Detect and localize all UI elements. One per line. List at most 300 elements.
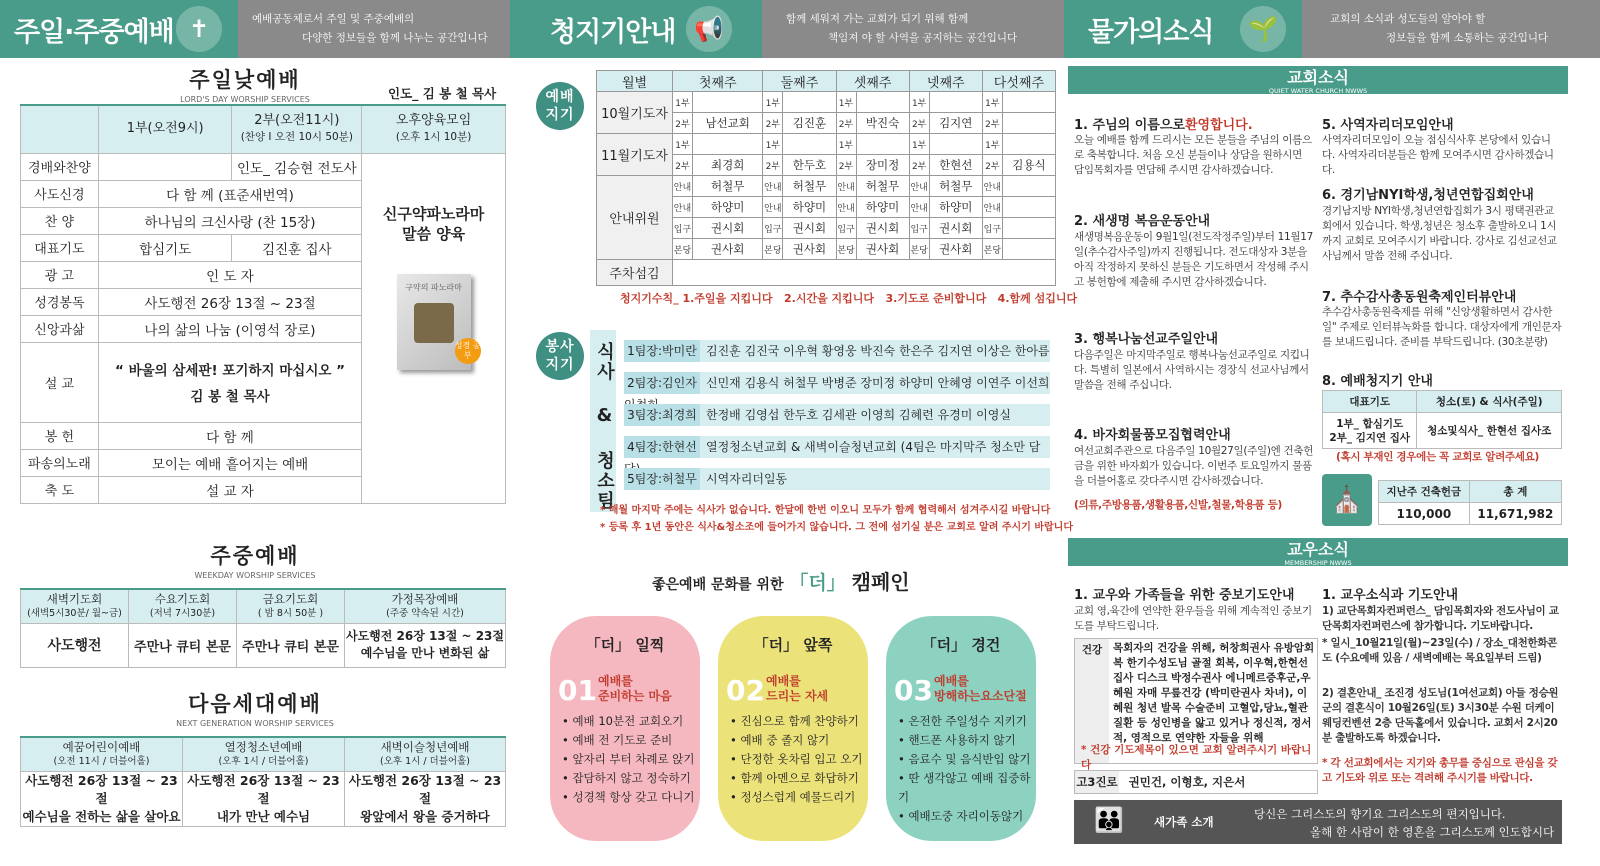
- cell: 남선교회: [693, 113, 763, 134]
- nextgen-text-line: 내가 만난 예수님: [216, 808, 311, 824]
- sub-label: 본당: [982, 239, 1002, 260]
- campaign-card-number: 02: [726, 674, 765, 707]
- health-note: * 건강 기도제목이 있으면 교회 알려주시기 바랍니다: [1081, 744, 1312, 771]
- team-leader: 3팀장:최경희: [624, 404, 700, 426]
- sub-label: 2부: [909, 155, 929, 176]
- service-keeper-tag: 봉사 지기: [536, 332, 584, 380]
- graduate-body: 권민건, 이형호, 지은서: [1128, 775, 1246, 789]
- book-title: 신구약파노라마 말씀 양육: [382, 204, 485, 243]
- member-2-item1-detail: * 일시_10월21일(월)~23일(수) / 장소_대천한화콘도 (수요예배 있음 / 새벽예배는 목요일부터 드림): [1322, 637, 1558, 664]
- news-title-text: 1. 주님의 이름으로: [1074, 118, 1185, 133]
- team-members: 한정배 김영섭 한두호 김세관 이영희 김혜련 유경미 이영실: [706, 408, 1011, 422]
- cell: 장미정: [856, 155, 909, 176]
- campaign-sub-line: 예배를: [934, 674, 969, 688]
- weekday-text: 주만나 큐티 본문: [129, 623, 237, 667]
- campaign-item-text: 예배 전 기도로 준비: [572, 733, 673, 747]
- empty-cell: [693, 134, 763, 155]
- sub-label: 1부: [909, 134, 929, 155]
- campaign-card-subtitle: [598, 674, 672, 704]
- news-2-title: 2. 새생명 복음운동안내: [1074, 214, 1211, 229]
- campaign-title-b: 캠페인: [851, 570, 910, 594]
- member-news-band: [1068, 538, 1568, 566]
- campaign-card-word: 앞쪽: [803, 636, 833, 654]
- news-1-title: [1074, 114, 1253, 133]
- cell: 허철무: [929, 176, 982, 197]
- campaign-card-number: 01: [558, 674, 597, 707]
- new-family-label: 새가족 소개: [1154, 815, 1214, 829]
- cell: 권사회: [693, 239, 763, 260]
- campaign-item-text: 성경책 항상 갖고 다니기: [572, 790, 695, 804]
- nextgen-section-title: [140, 688, 370, 728]
- sub-label: 1부: [982, 92, 1002, 113]
- nextgen-col-title: 새벽이슬청년예배: [380, 739, 470, 754]
- worship-keeper-tag: 예배 지기: [536, 82, 584, 130]
- campaign-item-text: 앞자리 부터 차례로 앉기: [572, 752, 695, 766]
- news-7-title: 7. 추수감사총동원축제인터뷰안내: [1322, 290, 1517, 305]
- campaign-card-word: 일찍: [635, 636, 665, 654]
- sub-label: 안내: [836, 176, 856, 197]
- header-news-title: 물가의소식: [1088, 17, 1214, 48]
- sub-label: 입구: [673, 218, 693, 239]
- team-members: 김진훈 김진국 이우혁 황영웅 박진숙 한은주 김지연 이상은 한아름: [706, 344, 1050, 358]
- campaign-item-text: 예배도중 자리이동않기: [908, 809, 1024, 823]
- weekday-col: [237, 589, 345, 623]
- meal-cleaning-team-label: 식사 & 청소팀: [590, 330, 616, 512]
- weekday-text: [345, 623, 506, 667]
- cell: 하양미: [856, 197, 909, 218]
- nextgen-text: [183, 771, 345, 826]
- bible-icon: ✝: [176, 6, 222, 52]
- cell: [1002, 176, 1055, 197]
- col-second-service: [232, 105, 362, 153]
- cell: 권시회: [783, 218, 836, 239]
- campaign-item-text: 진심으로 함께 찬양하기: [740, 714, 859, 728]
- row-value: 김진훈 집사: [232, 234, 362, 261]
- cell: 허철무: [856, 176, 909, 197]
- campaign-item: • 함께 아멘으로 화답하기: [730, 771, 859, 785]
- campaign-card-subtitle: [766, 674, 828, 704]
- nextgen-col: [183, 737, 345, 771]
- sub-label: 1부: [836, 92, 856, 113]
- news-8-title: 8. 예배청지기 안내: [1322, 374, 1433, 389]
- weekday-col: [21, 589, 129, 623]
- cell: [1002, 197, 1055, 218]
- news-3-title: 3. 행복나눔선교주일안내: [1074, 332, 1219, 347]
- team-row: [624, 372, 1050, 394]
- member-news-title: 교우소식: [1287, 540, 1349, 559]
- cell: 하양미: [693, 197, 763, 218]
- row-label: 10월기도자: [597, 92, 673, 134]
- header-worship: [0, 0, 238, 58]
- cell: 권사회: [929, 239, 982, 260]
- news-7-body: 추수감사총동원축제를 위해 "신앙생활하면서 감사한일" 주제로 인터뷰녹화를 합니다. 대상자에게 개인문자를 보내드립니다. 준비를 부탁드립니다. (30초분량): [1322, 306, 1562, 348]
- nextgen-col-time: (오후 1시 / 더블어홀): [380, 755, 470, 767]
- row-value: 하나님의 크신사랑 (찬 15장): [98, 207, 361, 234]
- row-label: 찬 양: [21, 207, 99, 234]
- weekday-text: 사도행전: [21, 623, 129, 667]
- weekday-table: [20, 588, 506, 668]
- cell: 허철무: [783, 176, 836, 197]
- team-leader: 1팀장:박미란: [624, 340, 700, 362]
- campaign-card-devout: [886, 616, 1036, 841]
- cell: 권사회: [856, 239, 909, 260]
- campaign-item-text: 온전한 주일성수 지키기: [908, 714, 1027, 728]
- cell: 한현선: [929, 155, 982, 176]
- fund-last-week: 110,000: [1379, 503, 1470, 525]
- sunday-subtitle: LORD'S DAY WORSHIP SERVICES: [180, 95, 310, 104]
- member-news-subtitle: MEMBERSHIP NWWS: [1284, 559, 1352, 567]
- sub-label: 2부: [673, 155, 693, 176]
- sub-label: 1부: [673, 92, 693, 113]
- news-1-body: 오늘 예배를 함께 드리시는 모든 분들을 주님의 이름으로 축복합니다. 처음 오신 분들이나 상담을 원하시면 담임목회자를 면담해 주시면 감사하겠습니다.: [1074, 134, 1312, 176]
- campaign-title: [652, 566, 910, 595]
- week-header: 넷째주: [909, 71, 982, 92]
- row-value: 다 함 께 (표준새번역): [98, 180, 361, 207]
- empty-cell: [856, 92, 909, 113]
- campaign-item: • 핸드폰 사용하지 않기: [898, 733, 1016, 747]
- weekday-col-time: (주중 약속된 시간): [386, 607, 464, 619]
- campaign-card-mark: 「더」: [585, 636, 631, 654]
- footer-line-1: 당신은 그리스도의 향기요 그리스도의 편지입니다.: [1254, 807, 1506, 821]
- family-icon: 👪: [1094, 806, 1124, 834]
- campaign-sub-line: 예배를: [598, 674, 633, 688]
- row-label: 설 교: [21, 342, 99, 422]
- col-afternoon-sub: (오후 1시 10분): [395, 131, 472, 144]
- megaphone-icon: 📢: [686, 6, 732, 52]
- cell: 박진숙: [856, 113, 909, 134]
- sub-label: 2부: [763, 113, 783, 134]
- row-value: 다 함 께: [98, 422, 361, 449]
- team-note: * 등록 후 1년 동안은 식사&청소조에 들어가지 않습니다. 그 전에 섬기실 분은 교회로 알려 주시기 바랍니다: [600, 522, 1073, 533]
- sub-label: 1부: [909, 92, 929, 113]
- header-desc-line: 책임져 야 할 사역을 공지하는 공간입니다: [828, 32, 1018, 44]
- church-news-band: [1068, 66, 1568, 94]
- health-body: 목회자의 건강을 위해, 허창희권사 유방암회복 한기수성도님 골절 회복, 이우혁,한현선 집사 디스크 박정수권사 에니메르증후군,우혜원 자매 무릎건강 (박미란권사 차녀), 이혜원 청년 발목 수술준비 고혈압,당뇨,혈관질환 등 성인병을 앓고 있거나 정신적, 정서적, 영적으로 연약한 자들을 위해: [1113, 642, 1315, 744]
- graduate-prayer-box: [1074, 770, 1318, 794]
- blank-cell: [21, 105, 99, 153]
- campaign-sub-line: 예배를: [766, 674, 801, 688]
- steward-table: [596, 70, 1056, 286]
- nextgen-text-line: 사도행전 26장 13절 ~ 23절: [187, 772, 340, 806]
- campaign-item: • 앞자리 부터 차례로 앉기: [562, 752, 695, 766]
- weekday-col: [129, 589, 237, 623]
- month-header: 월별: [597, 71, 673, 92]
- sub-label: 2부: [836, 155, 856, 176]
- new-family-footer: [1074, 800, 1562, 844]
- sub-label: 본당: [836, 239, 856, 260]
- campaign-card-early: [550, 616, 700, 841]
- nextgen-text-line: 왕앞에서 왕을 증거하다: [360, 808, 490, 824]
- row-label: 주차섬김: [597, 260, 673, 286]
- news-6-body: 경기남지방 NYI학생,청년연합집회가 3시 평택권관교회에서 있습니다. 학생,청년은 청소후 출발하오니 1시까지 교회로 모여주시기 바랍니다. 강사로 김선교선교사님께서 말씀 전해 주십니다.: [1322, 205, 1557, 262]
- weekday-text-line: 사도행전 26장 13절 ~ 23절: [345, 629, 504, 643]
- nextgen-text-line: 사도행전 26장 13절 ~ 23절: [348, 772, 502, 806]
- cell: 최경희: [693, 155, 763, 176]
- row-value: 모이는 예배 흩어지는 예배: [98, 449, 361, 476]
- cell: [1002, 113, 1055, 134]
- campaign-item: • 단정한 옷차림 입고 오기: [730, 752, 863, 766]
- campaign-item-text: 잡담하지 않고 정숙하기: [572, 771, 691, 785]
- fund-total: 11,671,982: [1469, 503, 1561, 525]
- sunday-leader: 인도_ 김 봉 철 목사: [388, 86, 497, 101]
- nextgen-title: 다음세대예배: [188, 692, 322, 716]
- cell: 한두호: [783, 155, 836, 176]
- hands-leaf-icon: 🌱: [1240, 6, 1286, 52]
- news-5-title: 5. 사역자리더모임안내: [1322, 118, 1454, 133]
- fund-header: 총 계: [1469, 481, 1561, 503]
- team-row: [624, 436, 1050, 458]
- header-desc-line: 다양한 정보들을 함께 나누는 공간입니다: [302, 32, 488, 44]
- graduate-label: 고3진로: [1075, 771, 1119, 793]
- campaign-item: • 예배 전 기도로 준비: [562, 733, 673, 747]
- health-prayer-box: [1074, 638, 1318, 771]
- sub-label: 안내: [763, 176, 783, 197]
- nextgen-table: [20, 736, 506, 827]
- header-desc-line: 예배공동체로서 주일 및 주중예배의: [252, 13, 415, 25]
- campaign-sub-line: 준비하는 마음: [598, 689, 672, 703]
- cell: [1002, 218, 1055, 239]
- sermon-title: “ 바울의 삼세판! 포기하지 마십시오 ”: [115, 363, 345, 379]
- sub-label: 본당: [763, 239, 783, 260]
- campaign-sub-line: 드리는 자세: [766, 689, 829, 703]
- nextgen-col-time: (오후 1시 / 더블어홀): [218, 755, 309, 767]
- fund-header: 지난주 건축헌금: [1379, 481, 1470, 503]
- campaign-card-title: [718, 634, 868, 655]
- steward-prayer-cell: [1323, 413, 1417, 449]
- week-header: 첫째주: [673, 71, 763, 92]
- weekday-subtitle: WEEKDAY WORSHIP SERVICES: [194, 571, 316, 580]
- member-2-item1: 1) 교단목회자컨퍼런스_ 담임목회자와 전도사님이 교단목회자컨퍼런스에 참가합니다. 기도바랍니다.: [1322, 605, 1559, 632]
- sub-label: 입구: [836, 218, 856, 239]
- steward-rules: 청지기수칙_ 1.주일을 지킵니다 2.시간을 지킵니다 3.기도로 준비합니다 4.함께 섬깁니다: [620, 292, 1078, 305]
- team-leader: 2팀장:김인자: [624, 372, 700, 394]
- cell: 김지연: [929, 113, 982, 134]
- campaign-item: • 예배도중 자리이동않기: [898, 809, 1024, 823]
- row-value: 설 교 자: [98, 476, 361, 503]
- steward-meal-cell: 청소및식사_ 한현선 집사조: [1417, 413, 1562, 449]
- sub-label: 본당: [909, 239, 929, 260]
- campaign-title-a: 좋은예배 문화를 위한: [652, 577, 784, 593]
- book-badge: 성경 공부: [455, 338, 481, 364]
- campaign-item: • 잡담하지 않고 정숙하기: [562, 771, 691, 785]
- team-leader: 4팀장:한현선: [624, 436, 700, 458]
- sub-label: 1부: [836, 134, 856, 155]
- sub-label: 2부: [673, 113, 693, 134]
- row-label: 광 고: [21, 261, 99, 288]
- member-1-body: 교회 영,육간에 연약한 환우들을 위해 계속적인 중보기도를 부탁드립니다.: [1074, 605, 1312, 632]
- weekday-col-title: 가정목장예배: [391, 591, 459, 606]
- header-steward: [510, 0, 762, 58]
- sub-label: 1부: [763, 134, 783, 155]
- nextgen-text: [21, 771, 183, 826]
- empty-cell: [929, 134, 982, 155]
- cell: [1002, 239, 1055, 260]
- empty-cell: [783, 92, 836, 113]
- sermon-cell: [98, 342, 361, 422]
- header-desc-line: 정보들을 함께 소통하는 공간입니다: [1386, 32, 1549, 44]
- sub-label: 안내: [836, 197, 856, 218]
- team-members: 신민재 김용식 허철무 박병준 장미정 하양미 안혜영 이연주 이선희: [706, 376, 1050, 390]
- steward-prayer-line: 2부_ 김지연 집사: [1329, 431, 1411, 444]
- campaign-card-title: [886, 634, 1036, 655]
- row-label: 파송의노래: [21, 449, 99, 476]
- nextgen-col-title: 열정청소년예배: [224, 739, 303, 754]
- row-label: 11월기도자: [597, 134, 673, 176]
- member-1-title: 1. 교우와 가족들을 위한 중보기도안내: [1074, 588, 1295, 603]
- row-value: 합심기도: [98, 234, 232, 261]
- empty-cell: [856, 134, 909, 155]
- nextgen-col: [345, 737, 506, 771]
- campaign-card-title: [550, 634, 700, 655]
- weekday-col-time: ( 밤 8시 50분 ): [257, 607, 324, 619]
- team-members: 시역자리더일동: [706, 472, 788, 486]
- col-afternoon: [362, 105, 506, 153]
- campaign-card-mark: 「더」: [921, 636, 967, 654]
- header-steward-desc: [762, 0, 1064, 58]
- sub-label: 2부: [763, 155, 783, 176]
- news-4-items: (의류,주방용품,생활용품,신발,철물,학용품 등): [1074, 499, 1282, 511]
- sub-label: 2부: [982, 155, 1002, 176]
- nextgen-col: [21, 737, 183, 771]
- cell: 하양미: [783, 197, 836, 218]
- sub-label: 입구: [763, 218, 783, 239]
- header-news-desc: [1302, 0, 1600, 58]
- church-building-icon: ⛪: [1322, 474, 1372, 526]
- weekday-col-time: (저녁 7시30분): [149, 607, 216, 619]
- book-image: [397, 274, 481, 370]
- campaign-card-subtitle: [934, 674, 1027, 704]
- campaign-card-number: 03: [894, 674, 933, 707]
- sermon-preacher: 김 봉 철 목사: [190, 389, 270, 405]
- week-header: 셋째주: [836, 71, 909, 92]
- sub-label: 안내: [763, 197, 783, 218]
- campaign-item: • 온전한 주일성수 지키기: [898, 714, 1027, 728]
- campaign-item-text: 핸드폰 사용하지 않기: [908, 733, 1016, 747]
- nextgen-subtitle: NEXT GENERATION WORSHIP SERVICES: [176, 719, 334, 728]
- weekday-section-title: [150, 540, 360, 580]
- campaign-item: • 정성스럽게 예물드리기: [730, 790, 856, 804]
- campaign-sub-line: 방해하는요소단절: [934, 689, 1027, 703]
- header-worship-desc: [238, 0, 510, 58]
- empty-cell: [98, 153, 232, 180]
- member-2-title: 1. 교우소식과 기도안내: [1322, 588, 1459, 603]
- sub-label: 1부: [673, 134, 693, 155]
- empty-cell: [783, 134, 836, 155]
- sub-label: 1부: [763, 92, 783, 113]
- cell: 권시회: [929, 218, 982, 239]
- sub-label: 입구: [909, 218, 929, 239]
- news-4-title: 4. 바자회물품모집협력안내: [1074, 428, 1231, 443]
- campaign-card-front: [718, 616, 868, 841]
- cell: 하양미: [929, 197, 982, 218]
- nextgen-col-time: (오전 11시 / 더블어홀): [53, 755, 150, 767]
- sub-label: 입구: [982, 218, 1002, 239]
- nextgen-col-title: 예꿈어린이예배: [62, 739, 141, 754]
- sub-label: 안내: [982, 176, 1002, 197]
- footer-line-2: 올해 한 사람이 한 영혼을 그리스도께 인도합시다: [1310, 825, 1555, 839]
- row-label: 대표기도: [21, 234, 99, 261]
- church-news-subtitle: QUIET WATER CHURCH NWWS: [1268, 87, 1368, 95]
- sunday-section-title: [150, 64, 340, 104]
- row-value: 인도_ 김승현 전도사: [232, 153, 362, 180]
- book-cell: [362, 153, 506, 503]
- col-second-sub: (찬양 I 오전 10시 50분): [240, 131, 353, 144]
- row-value: 사도행전 26장 13절 ~ 23절: [98, 288, 361, 315]
- sub-label: 안내: [673, 176, 693, 197]
- campaign-item-text: 음료수 및 음식반입 않기: [908, 752, 1031, 766]
- col-afternoon-label: 오후양육모임: [395, 113, 472, 129]
- team-leader: 5팀장:허철무: [624, 468, 700, 490]
- sub-label: 2부: [909, 113, 929, 134]
- team-notes: [600, 502, 1073, 536]
- team-row: [624, 340, 1050, 362]
- weekday-col: [345, 589, 506, 623]
- weekday-text: 주만나 큐티 본문: [237, 623, 345, 667]
- campaign-item-text: 딴 생각않고 예배 집중하기: [898, 771, 1031, 804]
- health-label: 건강: [1075, 639, 1109, 763]
- weekday-col-title: 수요기도회: [154, 591, 211, 606]
- church-news-title: 교회소식: [1287, 68, 1349, 87]
- sunday-table: [20, 104, 506, 504]
- member-2-item2: 2) 결혼안내_ 조진경 성도님(1여선교회) 아들 정승원군의 결혼식이 10월26일(토) 3시30분 수원 더케이웨딩컨벤션 2층 단독홀에서 있습니다. 교회서 2시20분 출발하도록 하겠습니다.: [1322, 687, 1559, 744]
- cell: 권사회: [783, 239, 836, 260]
- sunday-title: 주일낮예배: [189, 68, 301, 92]
- building-fund-table: [1378, 480, 1562, 525]
- book-cover-art: [414, 303, 454, 343]
- sub-label: 안내: [909, 197, 929, 218]
- news-title-accent: 환영합니다.: [1184, 118, 1253, 133]
- empty-cell: [673, 260, 1056, 286]
- campaign-item: • 예배 중 졸지 않기: [730, 733, 830, 747]
- cell: 권시회: [856, 218, 909, 239]
- campaign-item-text: 단정한 옷차림 입고 오기: [740, 752, 863, 766]
- steward-header: 대표기도: [1323, 391, 1417, 413]
- row-label: 봉 헌: [21, 422, 99, 449]
- nextgen-text-line: 예수님을 전하는 삶을 살아요: [22, 808, 181, 824]
- header-desc-line: 함께 세워져 가는 교회가 되기 위해 함께: [786, 13, 969, 25]
- news-5-body: 사역자리더모임이 오늘 점심식사후 본당에서 있습니다. 사역자리더분들은 함께 모여주시면 감사하겠습니다.: [1322, 134, 1554, 176]
- news-2-body: 새생명복음운동이 9월1일(전도작정주일)부터 11월17일(추수감사주일)까지 진행됩니다. 전도대상자 3분을 아직 작정하지 못하신 분들은 기도하면서 작성해 주시고 봉헌함에 제출해 주시면 감사하겠습니다.: [1074, 231, 1313, 288]
- campaign-card-word: 경건: [971, 636, 1001, 654]
- sub-label: 본당: [673, 239, 693, 260]
- sub-label: 안내: [673, 197, 693, 218]
- sub-label: 안내: [909, 176, 929, 197]
- row-label: 신앙과삶: [21, 315, 99, 342]
- book-cover-text: 구약의 파노라마: [405, 282, 462, 292]
- campaign-item: • 성경책 항상 갖고 다니기: [562, 790, 695, 804]
- team-note: * 매월 마지막 주에는 식사가 없습니다. 한달에 한번 이오니 모두가 함께 협력해서 섬겨주시길 바랍니다: [600, 505, 1051, 516]
- col-second-label: 2부(오전11시): [254, 113, 340, 129]
- campaign-item-text: 예배 10분전 교회오기: [572, 714, 684, 728]
- row-label: 성경봉독: [21, 288, 99, 315]
- row-value: 인 도 자: [98, 261, 361, 288]
- team-members: 열정청소년교회 & 새벽이슬청년교회 (4팀은 마지막주 청소만 담: [706, 440, 1041, 454]
- cell: 김용식: [1002, 155, 1055, 176]
- cell: 김진훈: [783, 113, 836, 134]
- nextgen-text: [345, 771, 506, 826]
- campaign-item: • 진심으로 함께 찬양하기: [730, 714, 859, 728]
- weekday-col-time: (새벽5시30분/ 월~금): [27, 607, 122, 619]
- row-label: 경배와찬양: [21, 153, 99, 180]
- weekday-col-title: 금요기도회: [262, 591, 319, 606]
- news-3-body: 다음주일은 마지막주일로 행복나눔선교주일로 지킵니다. 특별히 일본에서 사역하시는 경장식 선교사님께서 말씀을 전해 주십니다.: [1074, 349, 1310, 391]
- row-label: 축 도: [21, 476, 99, 503]
- empty-cell: [1002, 92, 1055, 113]
- campaign-mark: 「더」: [789, 572, 846, 594]
- week-header: 둘째주: [763, 71, 836, 92]
- steward-header: 청소(토) & 식사(주일): [1417, 391, 1562, 413]
- campaign-item-text: 예배 중 졸지 않기: [740, 733, 830, 747]
